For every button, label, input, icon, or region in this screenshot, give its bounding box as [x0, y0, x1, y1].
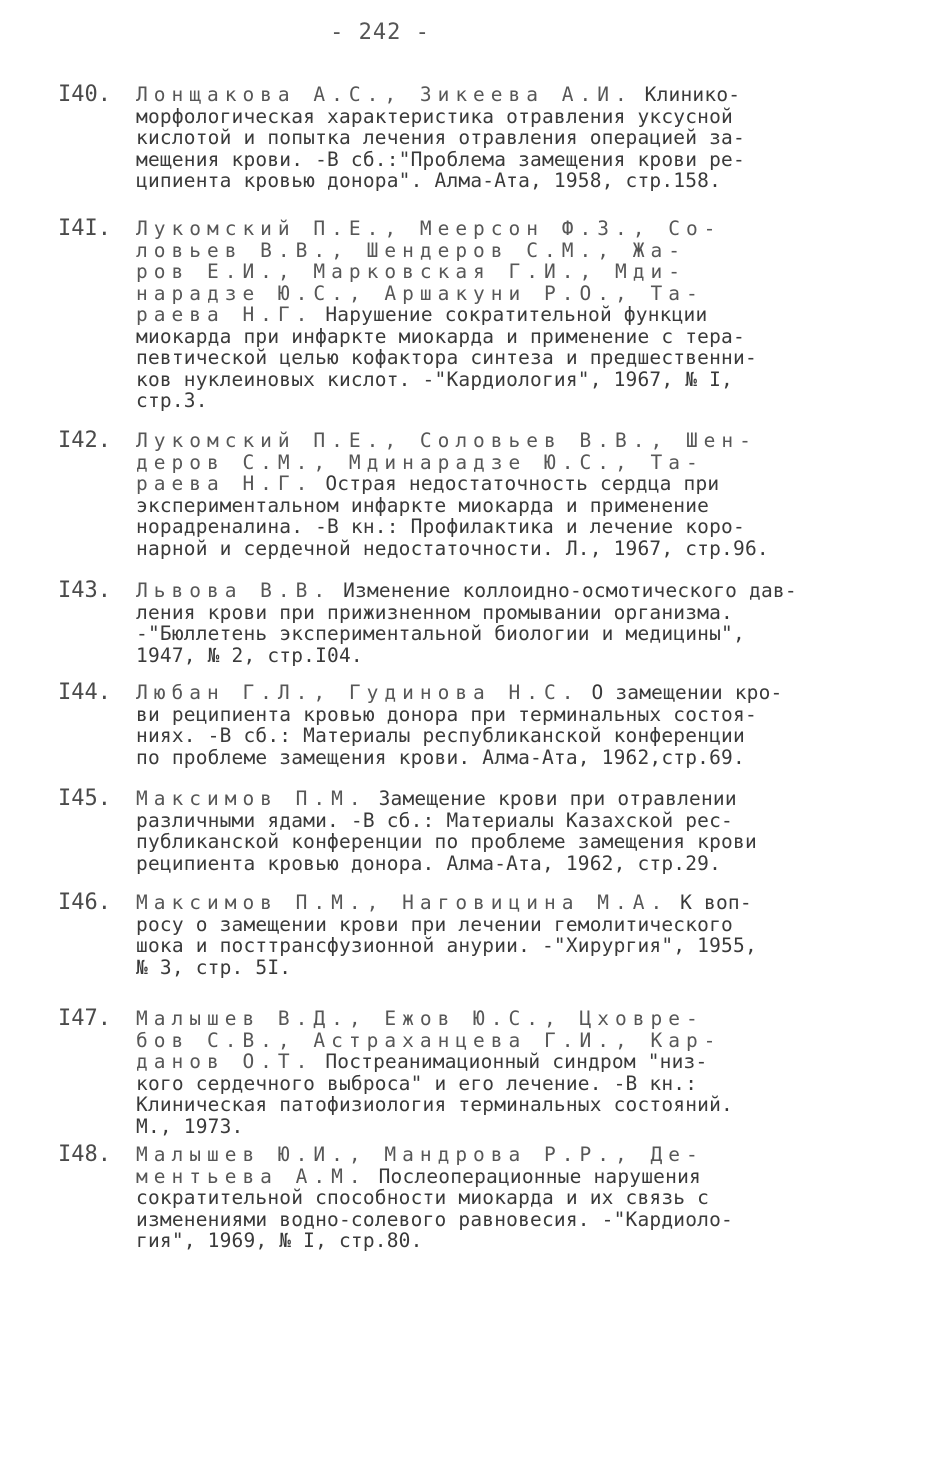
entry-number: I46. — [58, 890, 111, 915]
entry-number: I47. — [58, 1006, 111, 1031]
entry-number: I42. — [58, 428, 111, 453]
entry-number: I48. — [58, 1142, 111, 1167]
entry-number: I43. — [58, 578, 111, 603]
entry-body — [136, 218, 876, 412]
entry-body — [136, 788, 876, 874]
entry-body — [136, 892, 876, 978]
entry-authors: Малышев Ю.И., Мандрова Р.Р., Де- ментьева А.М. — [136, 1143, 704, 1188]
entry-authors: Лонщакова А.С., Зикеева А.И. — [136, 83, 633, 106]
entry-text: Замещение крови при отравлении различными ядами. -В сб.: Материалы Казахской рес- публиканской конференции по проблеме замещения крови реципиента кровью донора. Алма-Ата, 1962, стр.29. — [136, 787, 757, 875]
entry-text: О замещении кро- ви реципиента кровью донора при терминальных состоя- ниях. -В сб.: Материалы республиканской конференции по проблеме замещения крови. Алма-Ата, 1962,стр.69. — [136, 681, 783, 769]
entry-text: Постреанимационный синдром "низ- кого сердечного выброса" и его лечение. -В кн.: Клиническая патофизиология терминальных состояний. М., 1973. — [136, 1050, 733, 1138]
entry-text: Изменение коллоидно-осмотического дав- ления крови при прижизненном промывании организма. -"Бюллетень экспериментальной биологии и медицины", 1947, № 2, стр.I04. — [136, 579, 797, 667]
entry-text: К воп- росу о замещении крови при лечении гемолитического шока и посттрансфузионной анурии. -"Хирургия", 1955, № 3, стр. 5I. — [136, 891, 757, 979]
entry-text: Клинико- морфологическая характеристика отравления уксусной кислотой и попытка лечения отравления операцией за- мещения крови. -В сб.:"Проблема замещения крови ре- ципиента кровью донора". Алма-Ата, 1958, стр.158. — [136, 83, 745, 192]
entry-number: I4I. — [58, 216, 111, 241]
entry-authors: Любан Г.Л., Гудинова Н.С. — [136, 681, 580, 704]
entry-body — [136, 430, 876, 559]
entry-body — [136, 1008, 876, 1137]
entry-authors: Львова В.В. — [136, 579, 332, 602]
entry-authors: Лукомский П.Е., Соловьев В.В., Шен- деров С.М., Мдинарадзе Ю.С., Та- раева Н.Г. — [136, 429, 757, 495]
entry-authors: Максимов П.М., Наговицина М.А. — [136, 891, 669, 914]
entry-text: Острая недостаточность сердца при экспериментальном инфаркте миокарда и применение норадреналина. -В кн.: Профилактика и лечение коро- нарной и сердечной недостаточности. Л., 1967, стр.96. — [136, 472, 769, 560]
entry-number: I44. — [58, 680, 111, 705]
entry-authors: Максимов П.М. — [136, 787, 367, 810]
page-number: - 242 - — [330, 20, 430, 45]
entry-number: I40. — [58, 82, 111, 107]
entry-authors: Лукомский П.Е., Меерсон Ф.З., Со- ловьев В.В., Шендеров С.М., Жа- ров Е.И., Марковская Г.И., Мди- нарадзе Ю.С., Аршакуни Р.О., Та- раева Н.Г. — [136, 217, 722, 326]
entry-text: Послеоперационные нарушения сократительной способности миокарда и их связь с изменениями водно-солевого равновесия. -"Кардиоло- гия", 1969, № I, стр.80. — [136, 1164, 733, 1252]
entry-authors: Малышев В.Д., Ежов Ю.С., Цховре- бов С.В., Астраханцева Г.И., Кар- данов О.Т. — [136, 1007, 722, 1073]
entry-body — [136, 1144, 876, 1252]
entry-text: Нарушение сократительной функции миокарда при инфаркте миокарда и применение с тера- певтической целью кофактора синтеза и предшественни- ков нуклеиновых кислот. -"Кардиология", 1967, № I, стр.3. — [136, 303, 757, 412]
entry-body — [136, 682, 876, 768]
entry-number: I45. — [58, 786, 111, 811]
entry-body — [136, 580, 876, 666]
entry-body — [136, 84, 876, 192]
